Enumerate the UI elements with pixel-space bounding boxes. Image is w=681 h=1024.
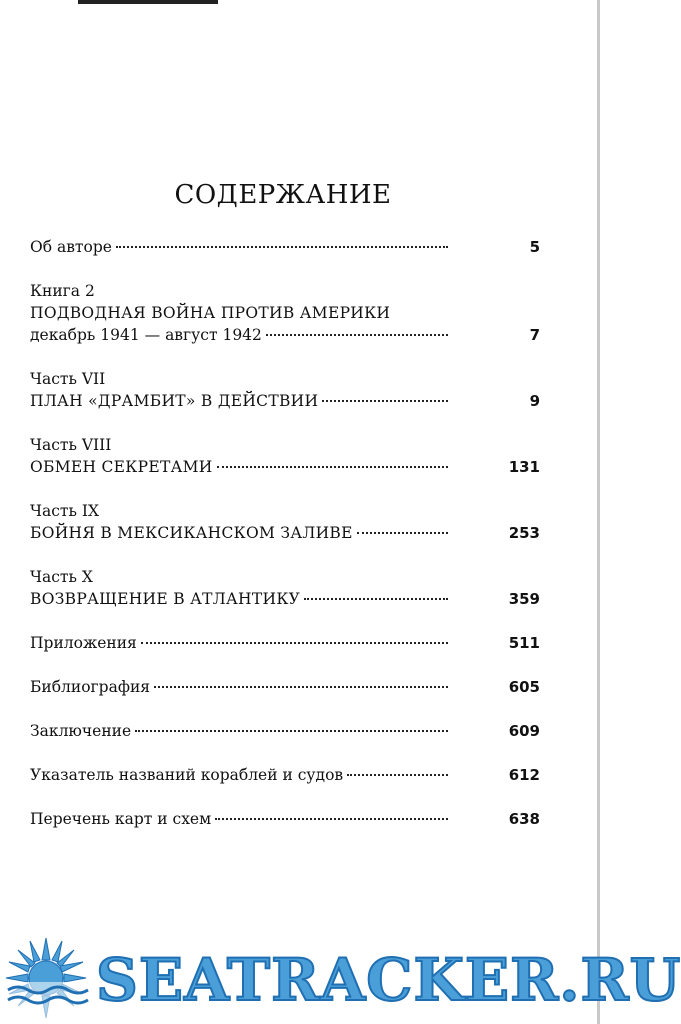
toc-label: ОБМЕН СЕКРЕТАМИ bbox=[30, 458, 213, 476]
toc-label: ПЛАН «ДРАМБИТ» В ДЕЙСТВИИ bbox=[30, 392, 319, 410]
leader-dots bbox=[154, 686, 448, 688]
toc-row bbox=[30, 588, 540, 610]
leader-dots bbox=[135, 730, 448, 732]
toc-row bbox=[30, 632, 540, 654]
toc-entry bbox=[30, 720, 540, 742]
book-heading: Книга 2 bbox=[30, 282, 95, 300]
toc-row bbox=[30, 236, 540, 258]
toc-label: Приложения bbox=[30, 634, 137, 652]
leader-dots bbox=[217, 466, 448, 468]
leader-dots bbox=[322, 400, 448, 402]
page-number: 605 bbox=[508, 678, 540, 696]
toc-entry bbox=[30, 808, 540, 830]
toc-entry bbox=[30, 368, 540, 412]
page-number: 7 bbox=[529, 326, 540, 344]
watermark bbox=[0, 932, 681, 1024]
toc-entry bbox=[30, 236, 540, 258]
leader-dots bbox=[141, 642, 448, 644]
toc-entry bbox=[30, 566, 540, 610]
toc-label: декабрь 1941 — август 1942 bbox=[30, 326, 262, 344]
page-edge bbox=[597, 0, 600, 1024]
page-number: 609 bbox=[508, 722, 540, 740]
toc-label: Об авторе bbox=[30, 238, 112, 256]
page-number: 638 bbox=[508, 810, 540, 828]
leader-dots bbox=[266, 334, 448, 336]
toc-entry bbox=[30, 500, 540, 544]
part-heading: Часть X bbox=[30, 568, 93, 586]
toc-row bbox=[30, 324, 540, 346]
page-number: 9 bbox=[529, 392, 540, 410]
page-number: 511 bbox=[508, 634, 540, 652]
sun-logo-icon bbox=[4, 936, 88, 1020]
toc-row bbox=[30, 676, 540, 698]
toc-row bbox=[30, 456, 540, 478]
leader-dots bbox=[116, 246, 448, 248]
toc-entry bbox=[30, 764, 540, 786]
page-number: 359 bbox=[508, 590, 540, 608]
toc-entry bbox=[30, 676, 540, 698]
toc-label: ВОЗВРАЩЕНИЕ В АТЛАНТИКУ bbox=[30, 590, 301, 608]
toc-row bbox=[30, 390, 540, 412]
toc-label: Указатель названий кораблей и судов bbox=[30, 766, 344, 784]
leader-dots bbox=[215, 818, 448, 820]
toc-row bbox=[30, 764, 540, 786]
toc-label: БОЙНЯ В МЕКСИКАНСКОМ ЗАЛИВЕ bbox=[30, 524, 353, 542]
part-heading: Часть VIII bbox=[30, 436, 112, 454]
book-title: ПОДВОДНАЯ ВОЙНА ПРОТИВ АМЕРИКИ bbox=[30, 304, 391, 322]
toc-entry bbox=[30, 632, 540, 654]
toc-row bbox=[30, 522, 540, 544]
toc-label: Заключение bbox=[30, 722, 132, 740]
leader-dots bbox=[304, 598, 448, 600]
page-number: 612 bbox=[508, 766, 540, 784]
toc-label: Библиография bbox=[30, 678, 151, 696]
page-number: 5 bbox=[529, 238, 540, 256]
page-title: СОДЕРЖАНИЕ bbox=[174, 180, 392, 210]
toc-row bbox=[30, 808, 540, 830]
top-rule bbox=[78, 0, 218, 4]
watermark-text: SEATRACKER.RU bbox=[96, 946, 681, 1014]
leader-dots bbox=[347, 774, 448, 776]
leader-dots bbox=[357, 532, 448, 534]
toc-label: Перечень карт и схем bbox=[30, 810, 212, 828]
table-of-contents bbox=[30, 236, 540, 830]
toc-entry bbox=[30, 280, 540, 346]
part-heading: Часть VII bbox=[30, 370, 106, 388]
page-number: 253 bbox=[508, 524, 540, 542]
page-number: 131 bbox=[508, 458, 540, 476]
toc-entry bbox=[30, 434, 540, 478]
toc-row bbox=[30, 720, 540, 742]
part-heading: Часть IX bbox=[30, 502, 100, 520]
